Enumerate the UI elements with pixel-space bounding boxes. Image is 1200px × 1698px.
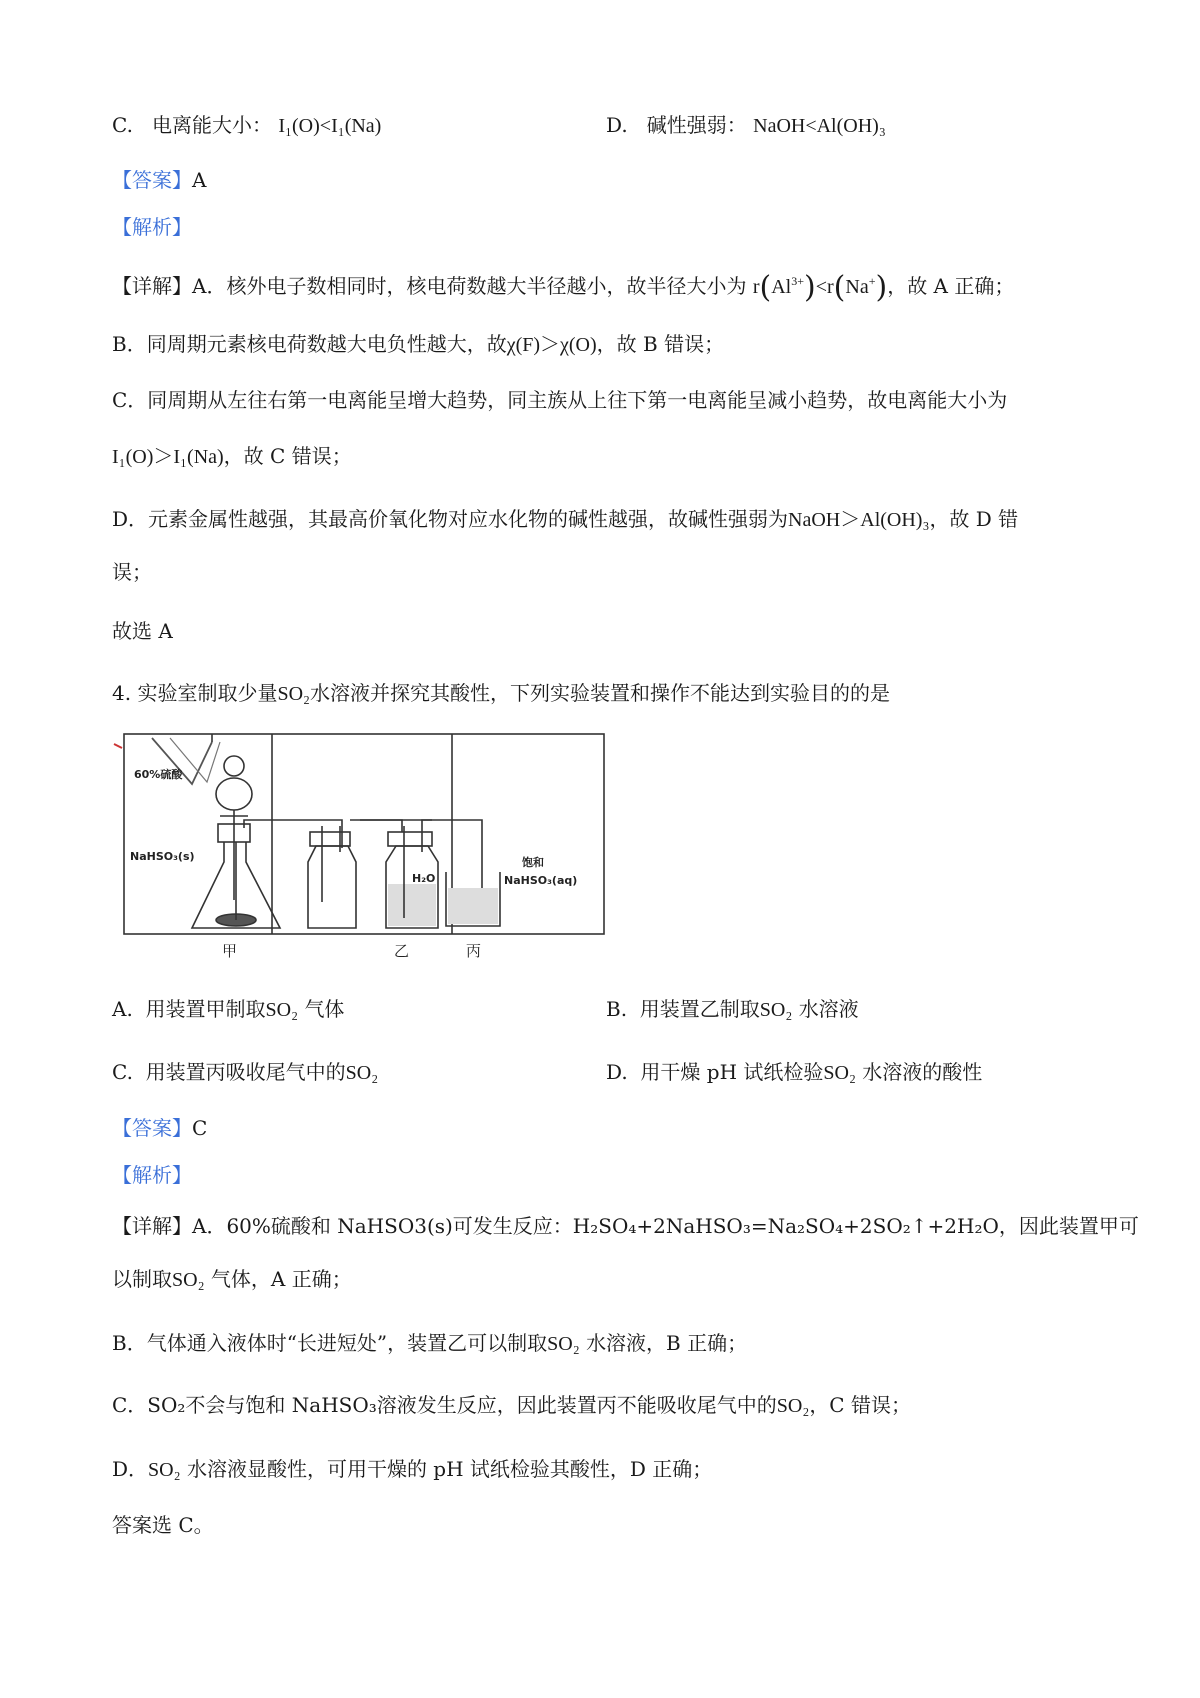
q3-conclusion: 故选 A [112, 619, 173, 643]
q4-detail-a1: 【详解】A．60%硫酸和 NaHSO3(s)可发生反应：H₂SO₄+2NaHSO₃=Na₂SO₄+2SO₂↑+2H₂O，因此装置甲可 [112, 1214, 1139, 1238]
q4-answer: 【答案】C [112, 1116, 208, 1140]
acid-label: 60%硫酸 [134, 768, 183, 781]
gas-bottle [308, 846, 356, 928]
q3-detail-c1: C．同周期从左往右第一电离能呈增大趋势，同主族从上往下第一电离能呈减小趋势，故电离能大小为 [112, 388, 1008, 412]
q3-option-d[interactable]: D. 碱性强弱： NaOH<Al(OH)₃ [606, 113, 886, 137]
saturated-label: 饱和 [522, 856, 544, 869]
apparatus-figure [112, 732, 612, 964]
water-label: H₂O [412, 872, 436, 885]
label-bing: 丙 [466, 942, 482, 960]
q3-analysis-heading: 【解析】 [112, 215, 192, 239]
q3-detail-a: 【详解】A．核外电子数相同时，核电荷数越大半径越小，故半径大小为 $r(Al^{3+})<r(Na^+)$，故 A 正确； [112, 270, 1015, 305]
label-jia: 甲 [222, 942, 238, 960]
funnel-stopper [224, 756, 244, 776]
label-yi: 乙 [394, 942, 410, 960]
q3-detail-b: B．同周期元素核电荷数越大电负性越大，故χ(F)＞χ(O)，故 B 错误； [112, 332, 725, 356]
q4-stem: 4. 实验室制取少量SO₂水溶液并探究其酸性，下列实验装置和操作不能达到实验目的的是 [112, 681, 890, 705]
formula: NaOH<Al(OH)₃ [753, 115, 886, 137]
q4-detail-b: B．气体通入液体时“长进短处”，装置乙可以制取SO₂ 水溶液，B 正确； [112, 1331, 748, 1355]
apparatus-frame [124, 734, 604, 934]
q4-option-a[interactable]: A. 用装置甲制取SO₂ 气体 [112, 997, 345, 1021]
q3-detail-d2: 误； [112, 560, 152, 584]
q3-option-c[interactable]: C. 电离能大小： I₁(O)<I₁(Na) [112, 113, 382, 137]
q3-answer: 【答案】A [112, 168, 207, 192]
q4-option-b[interactable]: B. 用装置乙制取SO₂ 水溶液 [606, 997, 859, 1021]
solution-label: NaHSO₃(aq) [504, 874, 578, 887]
q4-analysis-heading: 【解析】 [112, 1163, 192, 1187]
q3-detail-c2: I₁(O)＞I₁(Na)，故 C 错误； [112, 444, 352, 468]
q3-detail-d1: D．元素金属性越强，其最高价氧化物对应水化物的碱性越强，故碱性强弱为NaOH＞Al(OH)₃，故 D 错 [112, 507, 1019, 531]
q4-conclusion: 答案选 C。 [112, 1513, 214, 1537]
q4-detail-a2: 以制取SO₂ 气体，A 正确； [112, 1267, 352, 1291]
separatory-funnel [216, 778, 252, 810]
q4-detail-d: D．SO₂ 水溶液显酸性，可用干燥的 pH 试纸检验其酸性，D 正确； [112, 1457, 713, 1481]
q4-detail-c: C．SO₂不会与饱和 NaHSO₃溶液发生反应，因此装置丙不能吸收尾气中的SO₂，C 错误； [112, 1393, 911, 1417]
q4-option-d[interactable]: D. 用干燥 pH 试纸检验SO₂ 水溶液的酸性 [606, 1060, 983, 1084]
solid-label: NaHSO₃(s) [130, 850, 195, 863]
q4-option-c[interactable]: C. 用装置丙吸收尾气中的SO₂ [112, 1060, 379, 1084]
formula: I₁(O)<I₁(Na) [278, 115, 382, 137]
formula: $r(Al^{3+})<r(Na^+)$ [752, 270, 888, 305]
